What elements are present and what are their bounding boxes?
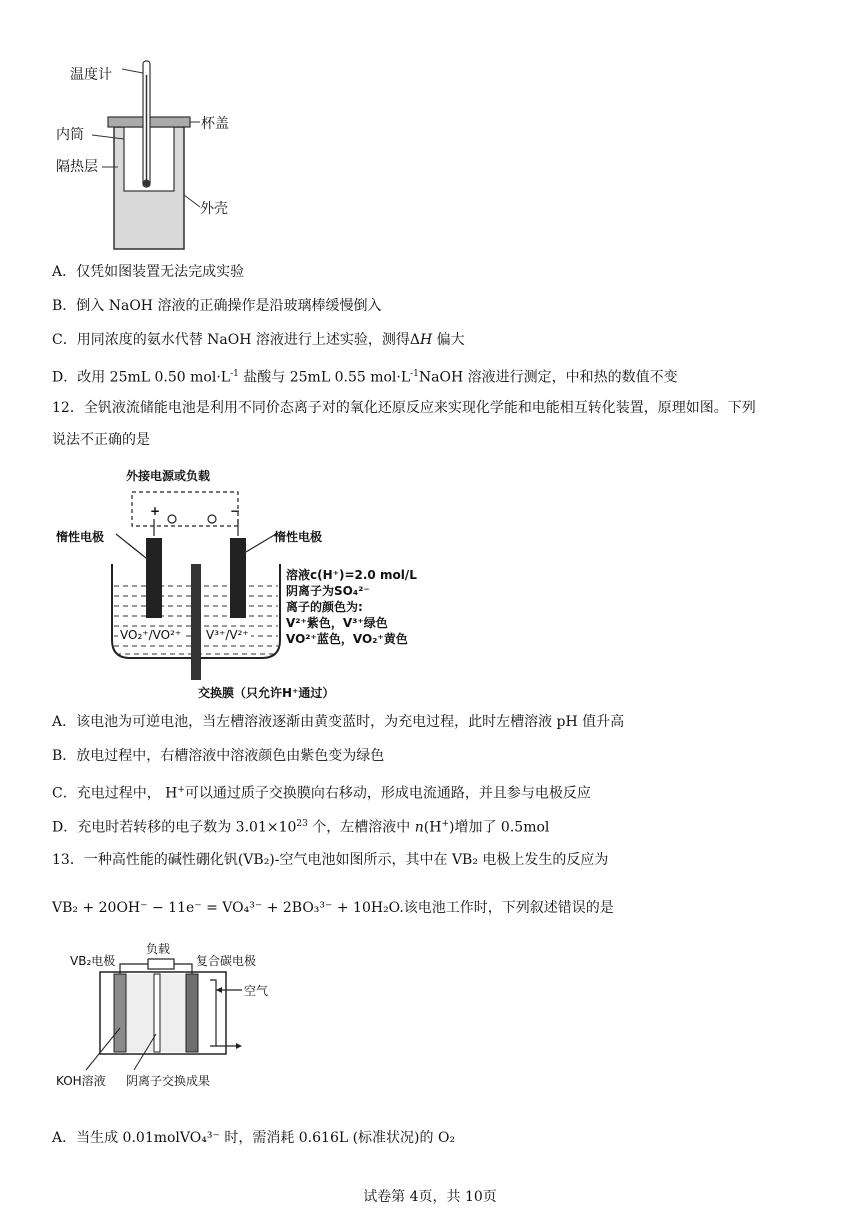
q11-c-text2: 偏大 [432,332,465,348]
q12-c-sup: + [177,785,185,795]
q11-c-text: C．用同浓度的氨水代替 NaOH 溶液进行上述实验，测得Δ [52,332,421,348]
solution-info-5: VO²⁺蓝色，VO₂⁺黄色 [286,632,408,646]
anion-membrane-label: 阴离子交换成果 [126,1074,211,1088]
left-electrode-label: 惰性电极 [56,530,105,544]
q12-option-b: B．放电过程中，右槽溶液中溶液颜色由紫色变为绿色 [52,748,385,764]
power-or-load-label: 外接电源或负载 [126,469,211,483]
right-ion-pair: V³⁺/V²⁺ [206,628,249,642]
q13-stem-line2 [52,898,614,918]
q12-d-var: n [414,819,424,836]
q13-stem-text1: 13．一种高性能的碱性硼化钒 [52,852,238,868]
q12-c-text1: C．充电过程中， H [52,785,178,802]
solution-info-3: 离子的颜色为: [286,600,363,614]
q12-option-a: A．该电池为可逆电池，当左槽溶液逐渐由黄变蓝时，为充电过程，此时左槽溶液 pH 值升高 [52,714,625,730]
solution-info-1: 溶液c(H⁺)=2.0 mol/L [286,568,417,582]
q12-stem-line1: 12．全钒液流储能电池是利用不同价态离子对的氧化还原反应来实现化学能和电能相互转化装置，原理如图。下列 [52,400,756,416]
q12-c-text2: 可以通过质子交换膜向右移动，形成电流通路，并且参与电极反应 [184,785,591,802]
q12-d-text2: 个，左槽溶液中 [307,819,415,836]
insulation-label: 隔热层 [56,159,98,175]
air-label: 空气 [244,984,269,998]
solution-info-4: V²⁺紫色，V³⁺绿色 [286,616,388,630]
q13-stem-vb2: (VB₂) [237,852,275,868]
q12-d-text3: (H [423,819,442,836]
q13-stem-text3: .该电池工作时，下列叙述错误的是 [399,900,614,916]
q11-d-text3: NaOH 溶液进行测定，中和热的数值不变 [418,369,678,386]
inner-cup-label: 内筒 [56,127,84,143]
q11-d-sup2: -1 [410,369,419,379]
load-label: 负载 [146,942,171,956]
q13-stem-line1 [52,850,608,870]
page-footer: 试卷第 4页，共 10页 [363,1189,497,1205]
minus-sign: − [230,504,241,518]
thermometer-label: 温度计 [70,67,112,83]
q13-stem-text2: -空气电池如图所示，其中在 VB₂ 电极上发生的反应为 [274,852,609,868]
q11-c-var: H [420,332,433,348]
koh-solution-label: KOH溶液 [56,1074,106,1088]
lid-label: 杯盖 [201,116,229,132]
q12-option-c [52,780,591,804]
carbon-electrode-label: 复合碳电极 [196,954,257,968]
q11-option-d [52,364,678,388]
q13-option-a: A．当生成 0.01molVO₄³⁻ 时，需消耗 0.616L (标准状况)的 O₂ [52,1130,456,1146]
q12-d-sup2: + [441,819,450,829]
q11-option-a: A．仅凭如图装置无法完成实验 [52,264,245,280]
q12-option-d [52,814,549,838]
q11-d-text1: D．改用 25mL 0.50 mol·L [52,369,231,386]
q12-d-text4: )增加了 0.5mol [449,819,550,836]
right-electrode-label: 惰性电极 [274,530,323,544]
q11-option-b: B．倒入 NaOH 溶液的正确操作是沿玻璃棒缓慢倒入 [52,298,382,314]
shell-label: 外壳 [200,201,228,217]
q12-stem-line2: 说法不正确的是 [52,432,150,448]
q11-d-sup1: -1 [230,369,239,379]
calorimeter-diagram [50,55,270,255]
plus-sign: + [150,504,161,518]
membrane-label: 交换膜（只允许H⁺通过） [198,686,335,700]
vb2-electrode-label: VB₂电极 [70,954,116,968]
q13-equation: VB₂ + 20OH⁻ − 11e⁻ = VO₄³⁻ + 2BO₃³⁻ + 10H₂O [52,900,400,916]
q12-d-sup: 23 [296,819,308,829]
solution-info-2: 阴离子为SO₄²⁻ [286,584,370,598]
q11-option-c [52,330,465,350]
q11-d-text2: 盐酸与 25mL 0.55 mol·L [238,369,411,386]
q12-d-text1: D．充电时若转移的电子数为 3.01×10 [52,819,297,836]
left-ion-pair: VO₂⁺/VO²⁺ [120,628,182,642]
